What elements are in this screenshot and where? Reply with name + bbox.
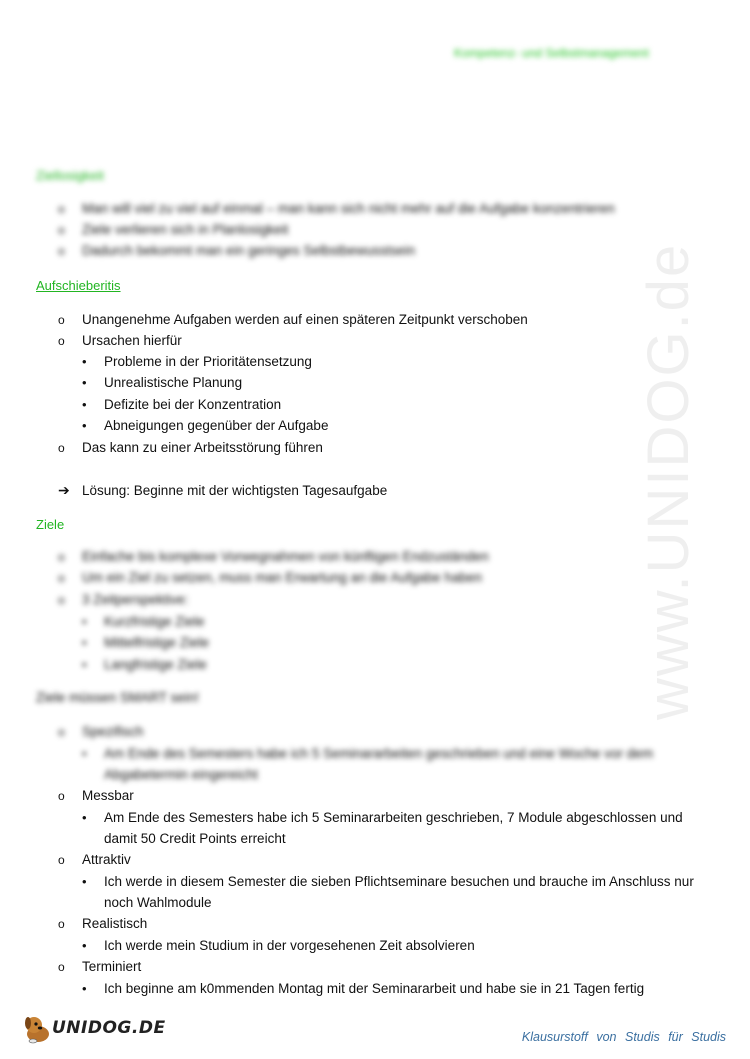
bullet-dot: • [82,397,87,412]
sub-list-item: Probleme in der Prioritätensetzung [104,354,312,369]
list-item: Realistisch [82,916,148,931]
bullet-dot: • [82,981,87,996]
sub-list-item: Langfristige Ziele [104,657,207,672]
bullet-circle: o [58,789,65,803]
bullet-circle: o [58,960,65,974]
sub-list-item: Defizite bei der Konzentration [104,397,282,412]
sub-list-item: Ich werde in diesem Semester die sieben Pflichtseminare besuchen und brauche im Anschluss nur [104,874,694,889]
section-heading: Aufschieberitis [36,278,121,293]
bullet-dot: • [82,354,87,369]
sub-list-item: Kurzfristige Ziele [104,614,205,629]
section-heading-ziele: Ziele [36,517,65,532]
sub-list-item: Mittelfristige Ziele [104,635,210,650]
bullet-circle: o [58,593,65,607]
bullet-dot: • [82,874,87,889]
list-item: Ursachen hierfür [82,333,182,348]
list-item: Das kann zu einer Arbeitsstörung führen [82,440,323,455]
logo-text: UNIDOG.DE [52,1018,166,1038]
sub-list-item-continuation: noch Wahlmodule [104,895,212,910]
bullet-circle: o [58,550,65,564]
dog-mascot-icon [22,1014,56,1044]
list-item: Messbar [82,788,134,803]
sub-list-item: Abneigungen gegenüber der Aufgabe [104,418,329,433]
unidog-logo [22,1014,166,1044]
bullet-circle: o [58,441,65,455]
sub-list-item: Am Ende des Semesters habe ich 5 Seminararbeiten geschrieben, 7 Module abgeschlossen und [104,810,683,825]
list-item: Einfache bis komplexe Vorwegnahmen von künftigen Endzuständen [82,549,489,564]
list-item: Dadurch bekommt man ein geringes Selbstbewusstsein [82,243,416,258]
list-item: Attraktiv [82,852,131,867]
bullet-dot: • [82,810,87,825]
bullet-dot: • [82,746,87,761]
list-item: 3 Zeitperspektive: [82,592,189,607]
sub-list-item: Unrealistische Planung [104,375,243,390]
list-item: Ziele verlieren sich in Planlosigkeit [82,222,289,237]
sub-list-item: Am Ende des Semesters habe ich 5 Seminararbeiten geschrieben und eine Woche vor dem [104,746,654,761]
bullet-circle: o [58,853,65,867]
sub-list-item: Ich beginne am k0mmenden Montag mit der Seminararbeit und habe sie in 21 Tagen fertig [104,981,645,996]
smart-intro: Ziele müssen SMART sein! [36,690,200,705]
bullet-circle: o [58,244,65,258]
list-item: Um ein Ziel zu setzen, muss man Erwartung an die Aufgabe haben [82,570,482,585]
document-header-title: Kompetenz- und Selbstmanagement [454,46,649,60]
bullet-dot: • [82,375,87,390]
bullet-dot: • [82,418,87,433]
bullet-dot: • [82,657,87,672]
list-item: Terminiert [82,959,142,974]
solution-line: Lösung: Beginne mit der wichtigsten Tagesaufgabe [82,483,388,498]
bullet-circle: o [58,334,65,348]
bullet-circle: o [58,202,65,216]
bullet-circle: o [58,223,65,237]
list-item: Unangenehme Aufgaben werden auf einen späteren Zeitpunkt verschoben [82,312,528,327]
bullet-dot: • [82,614,87,629]
section-heading: Ziellosigkeit [36,168,104,183]
list-item: Man will viel zu viel auf einmal – man kann sich nicht mehr auf die Aufgabe konzentrieren [82,201,615,216]
bullet-circle: o [58,917,65,931]
bullet-dot: • [82,938,87,953]
arrow-right-icon: ➔ [58,482,70,498]
sub-list-item: Ich werde mein Studium in der vorgesehenen Zeit absolvieren [104,938,475,953]
watermark: www.UNIDOG.de [636,242,701,720]
bullet-dot: • [82,635,87,650]
bullet-circle: o [58,313,65,327]
footer-tagline: Klausurstoff von Studis für Studis [521,1030,726,1044]
bullet-circle: o [58,571,65,585]
sub-list-item-continuation: Abgabetermin eingereicht [104,767,258,782]
list-item: Spezifisch [82,724,144,739]
bullet-circle: o [58,725,65,739]
sub-list-item-continuation: damit 50 Credit Points erreicht [104,831,286,846]
